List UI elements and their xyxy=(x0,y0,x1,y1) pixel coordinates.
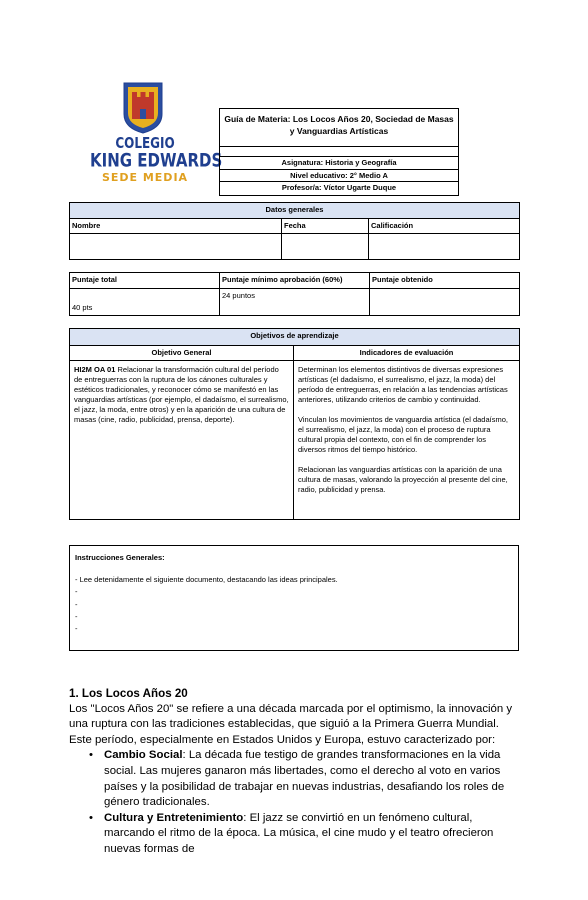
guide-title: Guía de Materia: Los Locos Años 20, Sociedad de Masas y Vanguardias Artísticas xyxy=(220,109,458,147)
grade-field[interactable] xyxy=(369,234,520,260)
objectives-title: Objetivos de aprendizaje xyxy=(70,329,520,346)
teacher-row: Profesor/a: Víctor Ugarte Duque xyxy=(281,183,397,193)
list-item-term: Cambio Social xyxy=(104,749,183,762)
guide-header-box xyxy=(219,108,459,196)
indicators-cell xyxy=(294,361,520,520)
instruction-item-1: - Lee detenidamente el siguiente documento, destacando las ideas principales. xyxy=(75,575,338,585)
general-data-table xyxy=(69,202,520,260)
obtained-score-field[interactable] xyxy=(370,289,520,316)
characteristics-list xyxy=(69,748,519,857)
section-locos-anos-20 xyxy=(69,686,519,858)
castle-shield-icon xyxy=(123,82,163,134)
oa-text: Relacionar la transformación cultural del período de entreguerras con la ruptura de los cánones culturales y estéticos tradicionales, y reconocer cómo se manifestó en las vanguardias artísticas (por ejemplo, el dadaísmo, el surrealismo, el jazz, la moda, entre otros) y en la aparición de una cultura de masas (cine, radio, publicidad, prensa, deporte). xyxy=(74,365,289,424)
oa-code: HI2M OA 01 xyxy=(74,365,116,374)
subject-row: Asignatura: Historia y Geografía xyxy=(220,157,458,170)
min-score-value: 24 puntos xyxy=(220,289,370,316)
instruction-item-3: - xyxy=(75,599,78,609)
list-item-text: : El jazz se convirtió en un fenómeno cultural, marcando el ritmo de la época. La música, el cine mudo y el teatro ofrecieron nuevas formas de xyxy=(104,811,494,855)
instruction-item-2: - xyxy=(75,587,78,597)
name-field[interactable] xyxy=(70,234,282,260)
general-objective-cell xyxy=(70,361,294,520)
general-data-title: Datos generales xyxy=(70,203,520,219)
date-field[interactable] xyxy=(282,234,369,260)
instruction-item-5: - xyxy=(75,624,78,634)
objectives-table xyxy=(69,328,520,520)
list-item xyxy=(69,748,519,810)
logo-line-sede-media: SEDE MEDIA xyxy=(101,171,189,184)
indicators-header: Indicadores de evaluación xyxy=(294,346,520,361)
bullet-icon: • xyxy=(89,811,93,824)
list-item-term: Cultura y Entretenimiento xyxy=(104,811,244,824)
level-row: Nivel educativo: 2° Medio A xyxy=(220,170,458,183)
instructions-box xyxy=(69,545,519,651)
section-heading: 1. Los Locos Años 20 xyxy=(69,687,188,700)
general-objective-header: Objetivo General xyxy=(70,346,294,361)
min-score-header: Puntaje mínimo aprobación (60%) xyxy=(220,273,370,289)
total-score-header: Puntaje total xyxy=(70,273,220,289)
score-table xyxy=(69,272,520,316)
indicator-2: Vinculan los movimientos de vanguardia artística (el dadaísmo, el surrealismo, el jazz, la moda) con el proceso de ruptura cultural propia del contexto, con el fin de comprender los diversos ritmos del tiempo histórico. xyxy=(298,415,508,454)
logo-line-colegio: COLEGIO xyxy=(115,134,175,152)
instruction-item-4: - xyxy=(75,611,78,621)
instructions-title: Instrucciones Generales: xyxy=(75,553,165,562)
name-header: Nombre xyxy=(70,219,282,234)
logo-line-king-edwards: KING EDWARDS xyxy=(90,148,223,172)
section-intro: Los "Locos Años 20" se refiere a una década marcada por el optimismo, la innovación y una ruptura con las tradiciones establecidas, que siguió a la Primera Guerra Mundial. Este período, especialmente en Estados Unidos y Europa, estuvo caracterizado por: xyxy=(69,702,513,746)
date-header: Fecha xyxy=(282,219,369,234)
bullet-icon: • xyxy=(89,749,93,762)
obtained-score-header: Puntaje obtenido xyxy=(370,273,520,289)
grade-header: Calificación xyxy=(369,219,520,234)
indicator-3: Relacionan las vanguardias artísticas con la aparición de una cultura de masas, valorando la proyección al presente del cine, radio, publicidad y prensa. xyxy=(298,465,508,494)
indicator-1: Determinan los elementos distintivos de diversas expresiones artísticas (el dadaísmo, el surrealismo, el jazz, la moda) del período de entreguerras, en relación a las tendencias artísticas anteriores, utilizando criterios de cambio y continuidad. xyxy=(298,365,508,404)
total-score-value: 40 pts xyxy=(70,289,220,316)
list-item xyxy=(69,811,519,858)
list-item-text: : La década fue testigo de grandes transformaciones en la vida social. Las mujeres ganaron más libertades, como el derecho al voto en varios países y la posibilidad de trabajar en nuevas industrias, desafiando los roles de género tradicionales. xyxy=(104,749,505,809)
header-spacer xyxy=(220,147,458,157)
